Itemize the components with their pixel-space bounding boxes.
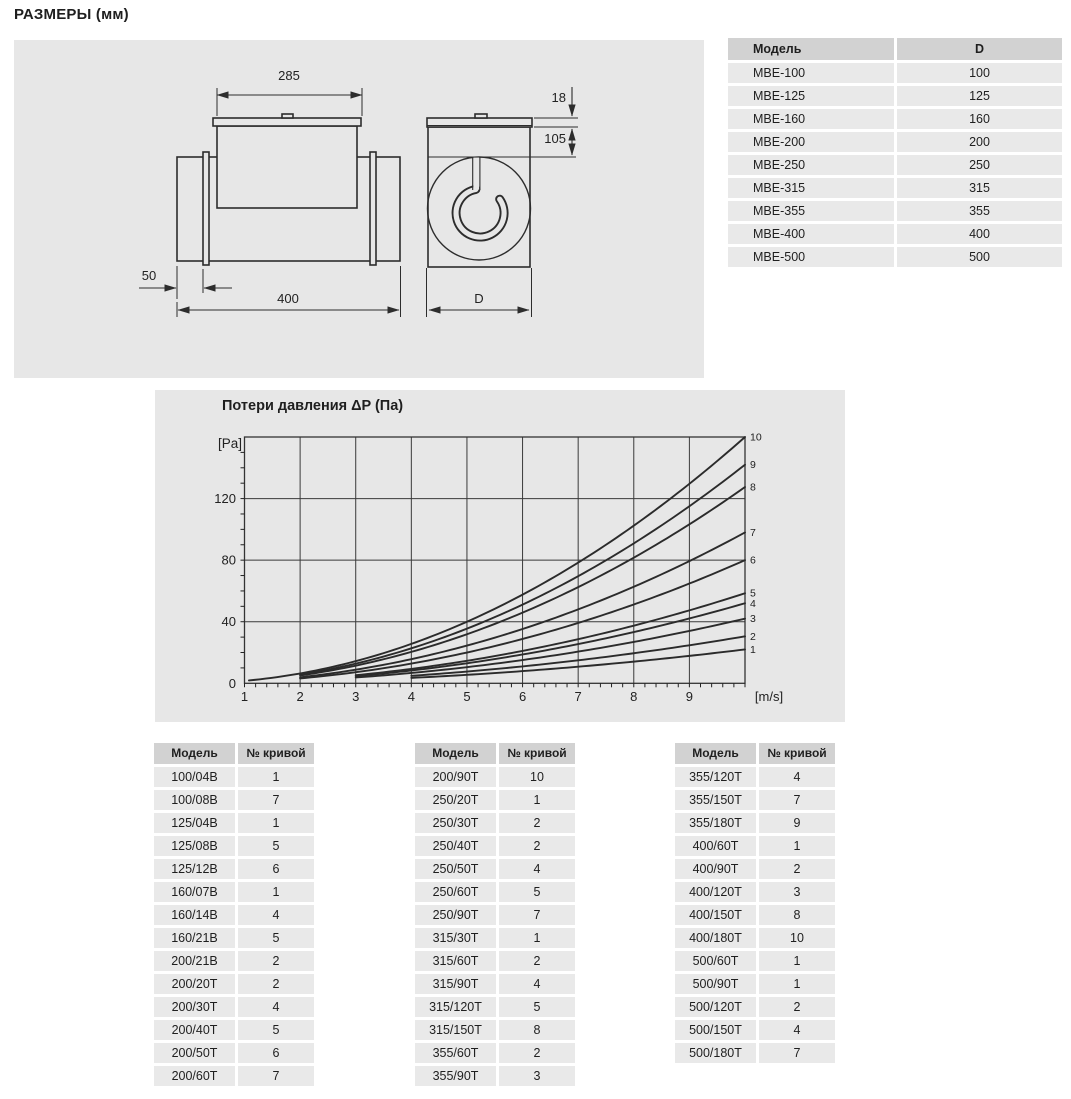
table-row xyxy=(675,905,835,925)
table-header-cell: Модель xyxy=(154,743,235,764)
svg-text:[Pa]: [Pa] xyxy=(217,436,242,451)
svg-text:3: 3 xyxy=(352,689,360,704)
table-cell: 250/20Т xyxy=(415,790,496,810)
table-cell: 200 xyxy=(897,132,1062,152)
table-cell: 100/04В xyxy=(154,767,235,787)
dim-flange-offset: 50 xyxy=(141,268,157,283)
table-cell: МВЕ-400 xyxy=(728,224,894,244)
table-cell: 1 xyxy=(759,836,835,856)
table-cell: 200/50Т xyxy=(154,1043,235,1063)
table-row xyxy=(154,882,314,902)
model-diameter-table xyxy=(728,38,1062,270)
table-row xyxy=(675,951,835,971)
svg-text:9: 9 xyxy=(685,689,694,704)
table-row xyxy=(728,247,1062,267)
table-cell: 2 xyxy=(499,1043,575,1063)
table-cell: 3 xyxy=(499,1066,575,1086)
table-cell: 355/150Т xyxy=(675,790,756,810)
table-cell: 400 xyxy=(897,224,1062,244)
svg-text:10: 10 xyxy=(750,431,762,444)
table-cell: 400/150Т xyxy=(675,905,756,925)
table-cell: 250/50Т xyxy=(415,859,496,879)
table-row xyxy=(675,859,835,879)
table-cell: 7 xyxy=(759,790,835,810)
table-cell: 200/30Т xyxy=(154,997,235,1017)
table-cell: 8 xyxy=(759,905,835,925)
table-row xyxy=(728,224,1062,244)
svg-text:120: 120 xyxy=(214,491,236,507)
table-cell: 5 xyxy=(499,997,575,1017)
svg-text:2: 2 xyxy=(750,630,756,643)
svg-text:7: 7 xyxy=(574,689,582,704)
table-cell: МВЕ-160 xyxy=(728,109,894,129)
svg-text:40: 40 xyxy=(221,614,236,630)
table-cell: 2 xyxy=(499,951,575,971)
table-cell: 2 xyxy=(499,836,575,856)
dim-cap-height: 18 xyxy=(551,90,566,105)
table-cell: 125/12В xyxy=(154,859,235,879)
table-cell: 4 xyxy=(499,974,575,994)
table-row xyxy=(154,790,314,810)
table-header-cell: Модель xyxy=(675,743,756,764)
svg-text:0: 0 xyxy=(228,675,236,691)
page-title: РАЗМЕРЫ (мм) xyxy=(14,6,129,23)
table-row xyxy=(415,1066,575,1086)
table-cell: МВЕ-250 xyxy=(728,155,894,175)
svg-text:80: 80 xyxy=(221,552,236,568)
table-row xyxy=(675,790,835,810)
table-header-cell: № кривой xyxy=(238,743,314,764)
table-header-cell: № кривой xyxy=(499,743,575,764)
table-header-row xyxy=(675,743,835,764)
table-cell: 5 xyxy=(499,882,575,902)
table-header-cell: Модель xyxy=(415,743,496,764)
table-cell: 400/90Т xyxy=(675,859,756,879)
table-row xyxy=(675,1020,835,1040)
table-cell: МВЕ-315 xyxy=(728,178,894,198)
pressure-curve-4 xyxy=(356,603,745,676)
table-row xyxy=(675,974,835,994)
table-row xyxy=(154,905,314,925)
table-header-cell: D xyxy=(897,38,1062,60)
table-header-row xyxy=(728,38,1062,60)
svg-text:1: 1 xyxy=(750,643,756,656)
table-cell: 2 xyxy=(238,974,314,994)
table-cell: 10 xyxy=(499,767,575,787)
table-row xyxy=(415,997,575,1017)
table-row xyxy=(415,836,575,856)
table-cell: 400/180Т xyxy=(675,928,756,948)
table-cell: 7 xyxy=(238,790,314,810)
table-cell: 160 xyxy=(897,109,1062,129)
table-cell: 250/60Т xyxy=(415,882,496,902)
table-row xyxy=(675,836,835,856)
table-cell: 315/60Т xyxy=(415,951,496,971)
svg-text:4: 4 xyxy=(750,597,756,610)
table-cell: 5 xyxy=(238,928,314,948)
svg-text:1: 1 xyxy=(240,689,249,704)
table-cell: 200/60Т xyxy=(154,1066,235,1086)
table-cell: 355 xyxy=(897,201,1062,221)
svg-text:2: 2 xyxy=(296,689,304,704)
table-cell: 315 xyxy=(897,178,1062,198)
table-row xyxy=(415,790,575,810)
table-cell: 200/21В xyxy=(154,951,235,971)
table-row xyxy=(154,836,314,856)
curve-table-1 xyxy=(154,743,314,1089)
table-row xyxy=(728,109,1062,129)
table-cell: 500 xyxy=(897,247,1062,267)
table-row xyxy=(154,928,314,948)
table-row xyxy=(675,882,835,902)
pressure-curve-10 xyxy=(249,437,745,680)
table-row xyxy=(675,928,835,948)
table-cell: 1 xyxy=(759,951,835,971)
table-cell: 2 xyxy=(238,951,314,971)
table-row xyxy=(415,951,575,971)
table-row xyxy=(154,859,314,879)
table-row xyxy=(728,155,1062,175)
table-cell: 5 xyxy=(238,836,314,856)
table-cell: 250/40Т xyxy=(415,836,496,856)
svg-text:4: 4 xyxy=(407,689,415,704)
table-row xyxy=(154,974,314,994)
table-cell: 200/90Т xyxy=(415,767,496,787)
table-row xyxy=(154,1066,314,1086)
svg-text:8: 8 xyxy=(630,689,638,704)
table-header-row xyxy=(415,743,575,764)
svg-text:[m/s]: [m/s] xyxy=(754,689,784,704)
table-cell: 315/120Т xyxy=(415,997,496,1017)
table-row xyxy=(675,767,835,787)
table-cell: 100/08В xyxy=(154,790,235,810)
table-cell: 7 xyxy=(499,905,575,925)
table-row xyxy=(728,63,1062,83)
table-cell: 1 xyxy=(238,767,314,787)
table-row xyxy=(154,997,314,1017)
table-row xyxy=(415,905,575,925)
table-cell: 1 xyxy=(499,928,575,948)
table-row xyxy=(728,132,1062,152)
table-cell: 9 xyxy=(759,813,835,833)
table-cell: 1 xyxy=(499,790,575,810)
technical-drawing xyxy=(14,40,704,378)
table-cell: 125/04В xyxy=(154,813,235,833)
table-row xyxy=(415,859,575,879)
dim-diameter: D xyxy=(474,291,484,306)
table-cell: 7 xyxy=(238,1066,314,1086)
table-cell: 3 xyxy=(759,882,835,902)
dim-length: 400 xyxy=(277,291,299,306)
table-cell: 500/180Т xyxy=(675,1043,756,1063)
table-row xyxy=(675,813,835,833)
table-cell: 100 xyxy=(897,63,1062,83)
table-row xyxy=(415,1020,575,1040)
table-cell: 250/30Т xyxy=(415,813,496,833)
table-cell: 160/07В xyxy=(154,882,235,902)
table-cell: 7 xyxy=(759,1043,835,1063)
table-row xyxy=(154,767,314,787)
svg-text:8: 8 xyxy=(750,481,756,494)
svg-text:3: 3 xyxy=(750,613,756,626)
dim-top-width: 285 xyxy=(278,68,300,83)
table-row xyxy=(675,1043,835,1063)
table-row xyxy=(415,882,575,902)
table-cell: 1 xyxy=(238,882,314,902)
table-cell: 4 xyxy=(759,1020,835,1040)
table-row xyxy=(415,767,575,787)
table-cell: 250/90Т xyxy=(415,905,496,925)
table-cell: МВЕ-100 xyxy=(728,63,894,83)
curve-table-3 xyxy=(675,743,835,1066)
table-cell: 8 xyxy=(499,1020,575,1040)
table-cell: 2 xyxy=(759,997,835,1017)
table-row xyxy=(154,1020,314,1040)
table-cell: МВЕ-355 xyxy=(728,201,894,221)
table-cell: 200/20Т xyxy=(154,974,235,994)
dim-box-depth: 105 xyxy=(544,131,566,146)
table-row xyxy=(415,813,575,833)
curve-table-2 xyxy=(415,743,575,1089)
table-row xyxy=(154,1043,314,1063)
table-row xyxy=(728,201,1062,221)
table-cell: МВЕ-125 xyxy=(728,86,894,106)
pressure-loss-chart-panel xyxy=(155,390,845,722)
table-cell: МВЕ-500 xyxy=(728,247,894,267)
table-cell: 5 xyxy=(238,1020,314,1040)
table-cell: 10 xyxy=(759,928,835,948)
table-cell: 400/60Т xyxy=(675,836,756,856)
table-cell: 4 xyxy=(499,859,575,879)
table-cell: 125 xyxy=(897,86,1062,106)
table-cell: 6 xyxy=(238,859,314,879)
table-cell: 2 xyxy=(499,813,575,833)
table-cell: 1 xyxy=(759,974,835,994)
svg-text:9: 9 xyxy=(750,459,756,472)
chart-title: Потери давления ΔP (Па) xyxy=(222,398,404,414)
table-cell: 355/60Т xyxy=(415,1043,496,1063)
table-cell: 200/40Т xyxy=(154,1020,235,1040)
table-header-cell: Модель xyxy=(728,38,894,60)
table-cell: 2 xyxy=(759,859,835,879)
table-cell: МВЕ-200 xyxy=(728,132,894,152)
table-row xyxy=(728,178,1062,198)
table-row xyxy=(154,813,314,833)
table-cell: 160/21В xyxy=(154,928,235,948)
table-cell: 500/150Т xyxy=(675,1020,756,1040)
table-cell: 6 xyxy=(238,1043,314,1063)
table-header-cell: № кривой xyxy=(759,743,835,764)
svg-text:6: 6 xyxy=(750,554,756,567)
svg-text:7: 7 xyxy=(750,526,756,539)
table-cell: 4 xyxy=(759,767,835,787)
table-header-row xyxy=(154,743,314,764)
table-cell: 4 xyxy=(238,905,314,925)
svg-text:5: 5 xyxy=(750,587,756,600)
table-cell: 355/120Т xyxy=(675,767,756,787)
table-cell: 1 xyxy=(238,813,314,833)
svg-text:5: 5 xyxy=(463,689,471,704)
table-row xyxy=(415,928,575,948)
table-row xyxy=(415,1043,575,1063)
table-row xyxy=(675,997,835,1017)
table-cell: 500/120Т xyxy=(675,997,756,1017)
table-cell: 4 xyxy=(238,997,314,1017)
table-cell: 400/120Т xyxy=(675,882,756,902)
table-row xyxy=(415,974,575,994)
table-cell: 500/60Т xyxy=(675,951,756,971)
table-row xyxy=(728,86,1062,106)
table-row xyxy=(154,951,314,971)
table-cell: 355/90Т xyxy=(415,1066,496,1086)
table-cell: 315/30Т xyxy=(415,928,496,948)
table-cell: 500/90Т xyxy=(675,974,756,994)
pressure-loss-chart xyxy=(155,390,845,722)
table-cell: 355/180Т xyxy=(675,813,756,833)
table-cell: 250 xyxy=(897,155,1062,175)
side-view xyxy=(177,114,400,265)
table-cell: 125/08В xyxy=(154,836,235,856)
table-cell: 315/150Т xyxy=(415,1020,496,1040)
svg-text:6: 6 xyxy=(518,689,527,704)
dimensions-drawing-panel xyxy=(14,40,704,378)
table-cell: 160/14В xyxy=(154,905,235,925)
table-cell: 315/90Т xyxy=(415,974,496,994)
